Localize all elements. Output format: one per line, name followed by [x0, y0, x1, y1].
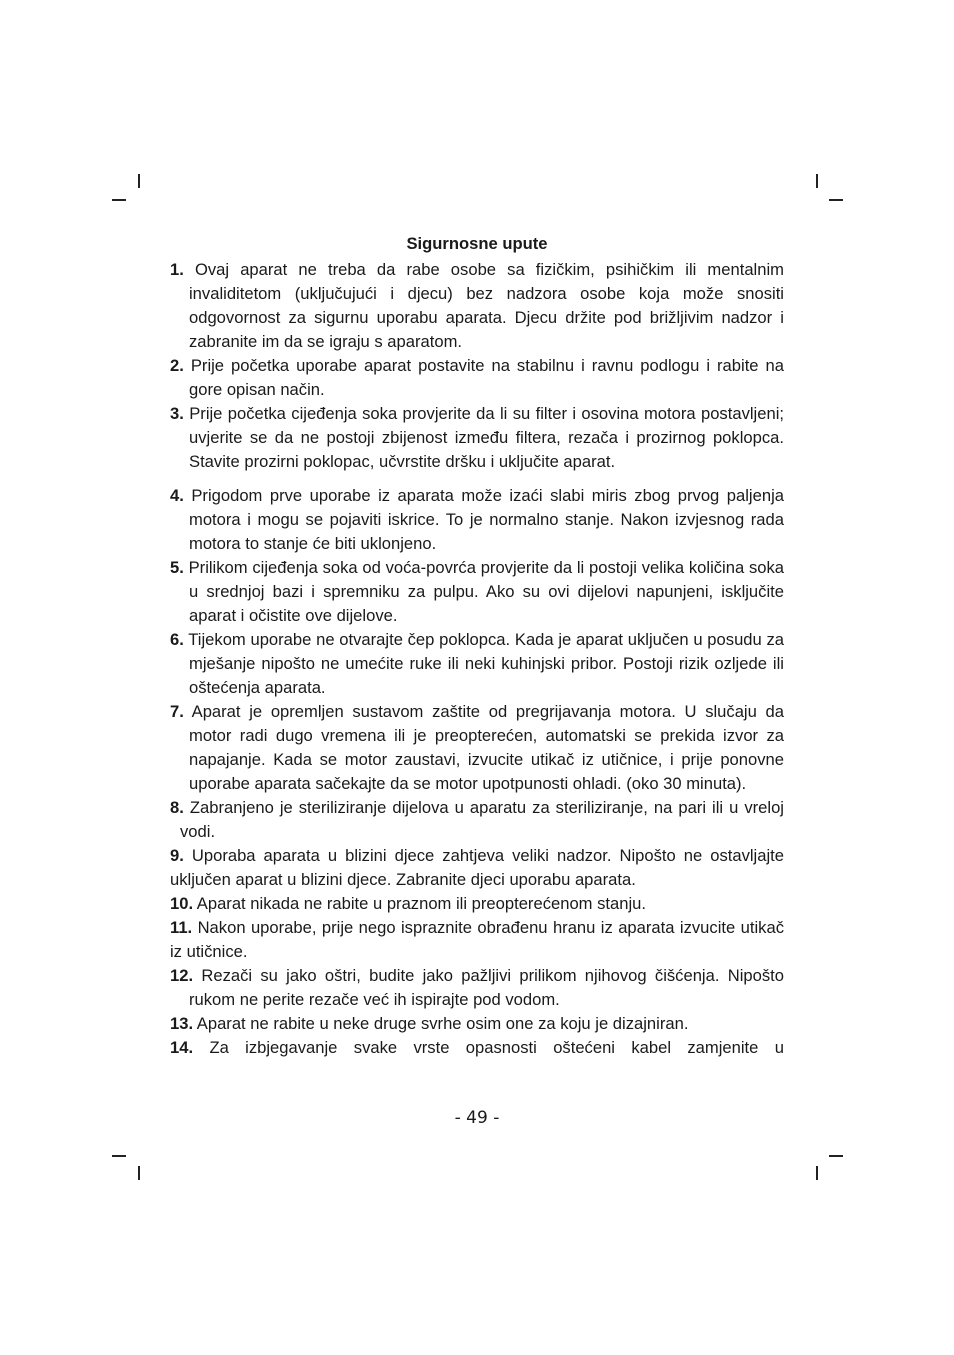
item-text: Uporaba aparata u blizini djece zahtjeva veliki nadzor. Nipošto ne ostavljajte uključen aparat u blizini djece. Zabranite djeci uporabu aparata. [170, 846, 784, 889]
crop-mark-bottom-left-horizontal [112, 1155, 126, 1157]
item-text: Za izbjegavanje svake vrste opasnosti oštećeni kabel zamjenite u [209, 1038, 784, 1057]
item-number: 1. [170, 260, 184, 279]
list-item-6 [170, 628, 784, 700]
item-text: Prije početka uporabe aparat postavite na stabilnu i ravnu podlogu i rabite na gore opisan način. [189, 356, 784, 399]
list-item-3 [170, 402, 784, 474]
item-number: 6. [170, 630, 184, 649]
safety-instructions [170, 232, 784, 1060]
crop-mark-top-left-horizontal [112, 199, 126, 201]
item-number: 4. [170, 486, 184, 505]
item-number: 8. [170, 798, 184, 817]
page-title: Sigurnosne upute [406, 234, 548, 253]
crop-mark-top-right-horizontal [829, 199, 843, 201]
list-item-14 [170, 1036, 784, 1060]
item-number: 10. [170, 894, 194, 913]
page-number: - 49 - [454, 1108, 500, 1128]
item-text: Nakon uporabe, prije nego ispraznite obrađenu hranu iz aparata izvucite utikač iz utičnice. [170, 918, 784, 961]
item-number: 13. [170, 1014, 194, 1033]
item-text: Aparat ne rabite u neke druge svrhe osim one za koju je dizajniran. [196, 1014, 689, 1033]
crop-mark-bottom-left-vertical [138, 1166, 140, 1180]
list-item-4 [170, 484, 784, 556]
list-item-1 [170, 258, 784, 354]
list-item-2 [170, 354, 784, 402]
item-text: Aparat je opremljen sustavom zaštite od pregrijavanja motora. U slučaju da motor radi dugo vremena ili je preopterećen, automatski se prekida izvor za napajanje. Kada se motor zaustavi, izvucite utikač iz utičnice, i prije ponovne uporabe aparata sačekajte da se motor upotpunosti ohladi. (oko 30 minuta). [189, 702, 784, 793]
list-item-13 [170, 1012, 784, 1036]
item-text: Ovaj aparat ne treba da rabe osobe sa fizičkim, psihičkim ili mentalnim invaliditetom (uključujući i djecu) bez nadzora osobe koja može snositi odgovornost za sigurnu uporabu aparata. Djecu držite pod brižljivim nadzor i zabranite im da se igraju s aparatom. [189, 260, 784, 351]
item-text: Rezači su jako oštri, budite jako pažljivi prilikom njihovog čišćenja. Nipošto rukom ne perite rezače već ih ispirajte pod vodom. [189, 966, 784, 1009]
list-item-7 [170, 700, 784, 796]
crop-mark-bottom-right-horizontal [829, 1155, 843, 1157]
item-text: Prilikom cijeđenja soka od voća-povrća provjerite da li postoji velika količina soka u srednjoj bazi i spremniku za pulpu. Ako su ovi dijelovi napunjeni, isključite aparat i očistite ove dijelove. [188, 558, 784, 625]
list-item-12 [170, 964, 784, 1012]
crop-mark-bottom-right-vertical [816, 1166, 818, 1180]
list-item-5 [170, 556, 784, 628]
list-item-11 [170, 916, 784, 964]
item-number: 7. [170, 702, 184, 721]
item-text: Tijekom uporabe ne otvarajte čep poklopca. Kada je aparat uključen u posudu za mješanje nipošto ne umećite ruke ili neki kuhinjski pribor. Postoji rizik ozljede ili oštećenja aparata. [188, 630, 784, 697]
item-number: 9. [170, 846, 184, 865]
item-text: Aparat nikada ne rabite u praznom ili preopterećenom stanju. [196, 894, 646, 913]
crop-mark-top-left-vertical [138, 174, 140, 188]
item-number: 3. [170, 404, 184, 423]
list-item-10 [170, 892, 784, 916]
item-text: Zabranjeno je steriliziranje dijelova u aparatu za steriliziranje, na pari ili u vreloj vodi. [180, 798, 784, 841]
list-item-9 [170, 844, 784, 892]
item-number: 2. [170, 356, 184, 375]
list-item-8 [170, 796, 784, 844]
item-number: 14. [170, 1038, 194, 1057]
item-number: 11. [170, 918, 193, 937]
crop-mark-top-right-vertical [816, 174, 818, 188]
item-text: Prigodom prve uporabe iz aparata može izaći slabi miris zbog prvog paljenja motora i mogu se pojaviti iskrice. To je normalno stanje. Nakon izvjesnog rada motora to stanje će biti uklonjeno. [189, 486, 784, 553]
item-text: Prije početka cijeđenja soka provjerite da li su filter i osovina motora postavljeni; uvjerite se da ne postoji zbijenost između filtera, rezača i prozirnog poklopca. Stavite prozirni poklopac, učvrstite dršku i uključite aparat. [189, 404, 784, 471]
item-number: 12. [170, 966, 194, 985]
item-number: 5. [170, 558, 184, 577]
